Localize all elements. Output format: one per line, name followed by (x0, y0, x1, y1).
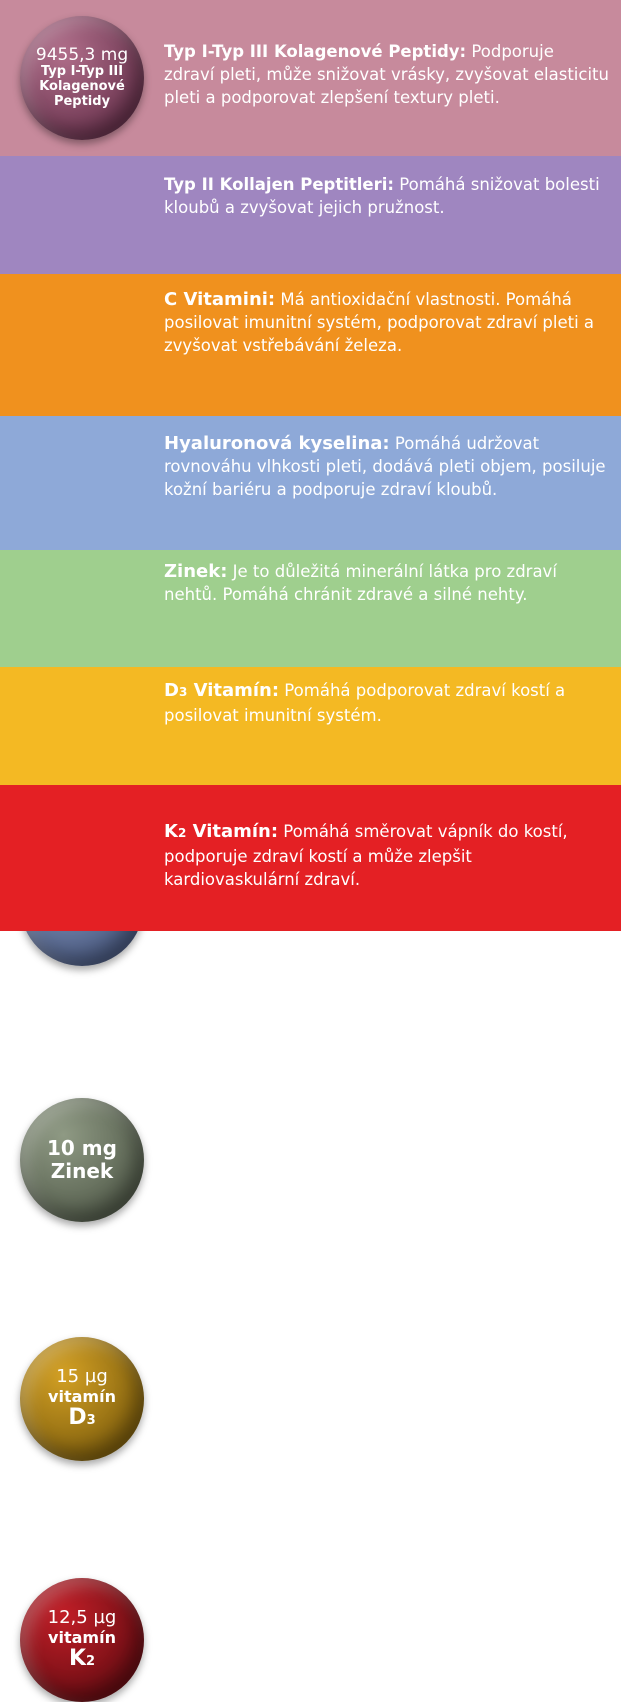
dose-label: Zinek (50, 1159, 114, 1183)
dose-amount: 15 µg (56, 1366, 108, 1388)
ingredient-body: Pomáhá snižovat bolesti kloubů a zvyšovat jejich pružnost. (164, 175, 600, 217)
ingredient-description (164, 820, 609, 891)
dose-orb (20, 1098, 144, 1222)
dose-letter-sub: 3 (86, 1413, 96, 1429)
dose-label: Peptidy (53, 94, 111, 110)
dose-letter-main: D (68, 1405, 87, 1431)
dose-letter-sub: 2 (86, 1654, 96, 1670)
heading-rest: Vitamín: (186, 821, 279, 842)
ingredient-heading (164, 680, 279, 701)
ingredient-description (164, 288, 609, 357)
ingredient-heading (164, 821, 278, 842)
ingredient-body: Pomáhá podporovat zdraví kostí a posilovat imunitní systém. (164, 681, 566, 725)
ingredient-body: Podporuje zdraví pleti, může snižovat vrásky, zvyšovat elasticitu pleti a podporovat zlepšení textury pleti. (164, 42, 609, 107)
ingredient-body: Pomáhá směrovat vápník do kostí, podporuje zdraví kostí a může zlepšit kardiovaskulární zdraví. (164, 822, 568, 889)
dose-amount: 12,5 µg (47, 1607, 117, 1629)
heading-rest: Vitamín: (187, 680, 280, 701)
ingredient-description (164, 560, 609, 606)
dose-label: vitamín (48, 1628, 116, 1648)
ingredient-row-vitamin-c (0, 274, 621, 416)
ingredient-heading: C Vitamini: (164, 289, 276, 310)
ingredient-heading: Hyaluronová kyselina: (164, 433, 390, 454)
ingredient-body: Je to důležitá minerální látka pro zdraví nehtů. Pomáhá chránit zdravé a silné nehty. (164, 562, 557, 604)
ingredient-body: Pomáhá udržovat rovnováhu vlhkosti pleti, dodává pleti objem, posiluje kožní bariéru a podporuje zdraví kloubů. (164, 434, 606, 499)
ingredient-heading: Zinek: (164, 561, 228, 582)
dose-orb (20, 1337, 144, 1461)
ingredient-description (164, 432, 609, 501)
ingredient-row-collagen-2 (0, 156, 621, 274)
heading-subscript: 3 (178, 685, 188, 699)
ingredient-row-collagen-1-3 (0, 0, 621, 156)
heading-letter: D (164, 680, 179, 701)
ingredient-row-hyaluronic-acid (0, 416, 621, 550)
dose-label: Kolagenové (39, 79, 125, 95)
dose-letter (69, 1647, 95, 1671)
ingredient-body: Má antioxidační vlastnosti. Pomáhá posilovat imunitní systém, podporovat zdraví pleti a zvyšovat vstřebávání železa. (164, 290, 595, 355)
dose-label: Typ I-Typ III (40, 64, 124, 80)
dose-amount: 9455,3 mg (35, 44, 129, 65)
ingredient-heading: Typ I-Typ III Kolagenové Peptidy: (164, 42, 467, 61)
heading-letter: K (164, 821, 178, 842)
ingredient-heading: Typ II Kollajen Peptitleri: (164, 175, 395, 194)
dose-orb (20, 16, 144, 140)
dose-orb (20, 1578, 144, 1702)
ingredient-description (164, 40, 609, 109)
dose-label: vitamín (48, 1387, 116, 1407)
heading-subscript: 2 (177, 826, 187, 840)
ingredient-description (164, 679, 609, 727)
dose-amount: 10 mg (47, 1136, 117, 1160)
ingredient-description (164, 173, 609, 219)
dose-letter (68, 1406, 95, 1430)
dose-letter-main: K (68, 1646, 86, 1672)
